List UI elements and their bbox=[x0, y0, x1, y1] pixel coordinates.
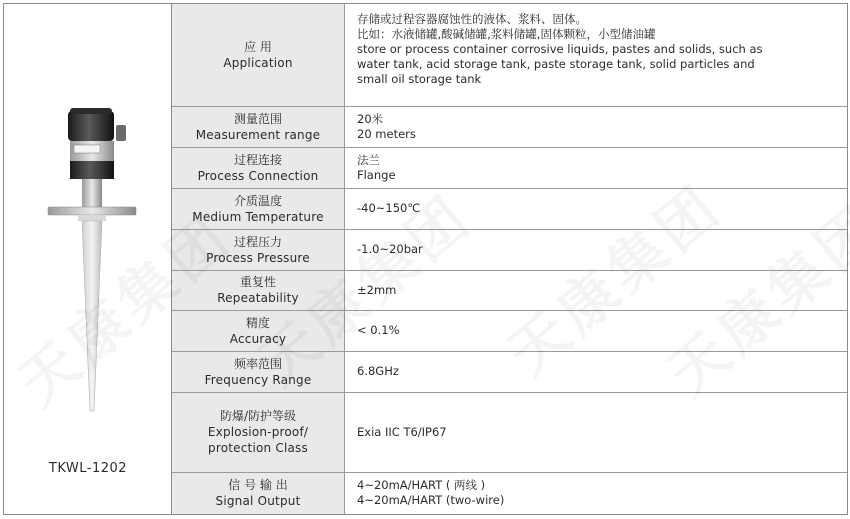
spec-row bbox=[172, 4, 847, 106]
spec-value-line: 存储或过程容器腐蚀性的液体、浆料、固体。 bbox=[357, 12, 587, 26]
spec-label bbox=[172, 351, 345, 392]
spec-row bbox=[172, 188, 847, 229]
spec-value bbox=[345, 270, 848, 310]
spec-value-line: -1.0~20bar bbox=[357, 242, 423, 256]
spec-label bbox=[172, 310, 345, 351]
spec-value-line: 6.8GHz bbox=[357, 364, 399, 378]
spec-value-line: water tank, acid storage tank, paste storage tank, solid particles and bbox=[357, 57, 755, 71]
radar-level-meter-image bbox=[4, 99, 170, 519]
spec-label-en: Repeatability bbox=[217, 291, 299, 305]
spec-label-cn: 频率范围 bbox=[233, 356, 282, 371]
spec-label-cn: 应 用 bbox=[244, 39, 272, 54]
spec-label bbox=[172, 270, 345, 310]
spec-label-cn: 精度 bbox=[245, 315, 270, 330]
spec-label-en: Process Connection bbox=[197, 168, 319, 183]
spec-value bbox=[345, 310, 848, 351]
spec-value-line: 4~20mA/HART (two-wire) bbox=[357, 493, 505, 508]
spec-value bbox=[345, 147, 848, 188]
spec-value bbox=[345, 188, 848, 229]
spec-row bbox=[172, 229, 847, 270]
spec-label bbox=[172, 392, 345, 472]
product-panel bbox=[4, 4, 172, 514]
spec-label bbox=[172, 188, 345, 229]
spec-value-line: Exia IIC T6/IP67 bbox=[357, 424, 447, 439]
spec-value-line: 比如：水液储罐,酸碱储罐,浆料储罐,固体颗粒，小型储油罐 bbox=[357, 27, 656, 41]
spec-row bbox=[172, 270, 847, 310]
spec-label-en: Frequency Range bbox=[204, 372, 312, 387]
spec-row bbox=[172, 147, 847, 188]
spec-label bbox=[172, 4, 345, 106]
spec-value-line: store or process container corrosive liquids, pastes and solids, such as bbox=[357, 42, 763, 56]
spec-value-line: small oil storage tank bbox=[357, 72, 482, 86]
spec-value bbox=[345, 392, 848, 472]
spec-value-line: < 0.1% bbox=[357, 323, 400, 337]
spec-label-cn: 介质温度 bbox=[233, 193, 282, 208]
spec-label-cn: 过程连接 bbox=[233, 152, 282, 167]
spec-label bbox=[172, 147, 345, 188]
spec-row bbox=[172, 351, 847, 392]
spec-label-cn: 重复性 bbox=[239, 275, 276, 289]
spec-row bbox=[172, 310, 847, 351]
spec-value-line: 20 meters bbox=[357, 126, 416, 141]
spec-row bbox=[172, 106, 847, 147]
spec-label-cn: 防爆/防护等级 bbox=[219, 409, 297, 423]
spec-row bbox=[172, 472, 847, 514]
spec-sheet bbox=[3, 3, 848, 515]
spec-value-line: -40~150℃ bbox=[357, 201, 421, 215]
spec-value-line: ±2mm bbox=[357, 282, 397, 297]
spec-label-en: Process Pressure bbox=[206, 250, 310, 265]
spec-label bbox=[172, 472, 345, 514]
spec-value bbox=[345, 106, 848, 147]
spec-row bbox=[172, 392, 847, 472]
spec-value bbox=[345, 472, 848, 514]
spec-label bbox=[172, 229, 345, 270]
spec-value bbox=[345, 4, 848, 106]
spec-label-cn: 信 号 输 出 bbox=[228, 478, 288, 493]
spec-label-cn: 测量范围 bbox=[233, 111, 282, 126]
spec-label-cn: 过程压力 bbox=[233, 234, 282, 249]
spec-value bbox=[345, 351, 848, 392]
spec-value-line: 法兰 bbox=[357, 152, 380, 167]
spec-label-en: Measurement range bbox=[195, 127, 321, 142]
spec-value-line: Flange bbox=[357, 167, 396, 182]
spec-table bbox=[172, 4, 847, 514]
spec-label-en: Explosion-proof/ protection Class bbox=[207, 425, 309, 455]
spec-value-line: 20米 bbox=[357, 111, 384, 126]
spec-label-en: Signal Output bbox=[215, 494, 301, 509]
spec-label bbox=[172, 106, 345, 147]
product-model: TKWL-1202 bbox=[48, 461, 128, 476]
spec-label-en: Accuracy bbox=[229, 331, 287, 346]
spec-label-en: Medium Temperature bbox=[192, 209, 324, 224]
spec-label-en: Application bbox=[223, 55, 293, 70]
spec-value-line: 4~20mA/HART ( 两线 ) bbox=[357, 478, 486, 493]
spec-value bbox=[345, 229, 848, 270]
